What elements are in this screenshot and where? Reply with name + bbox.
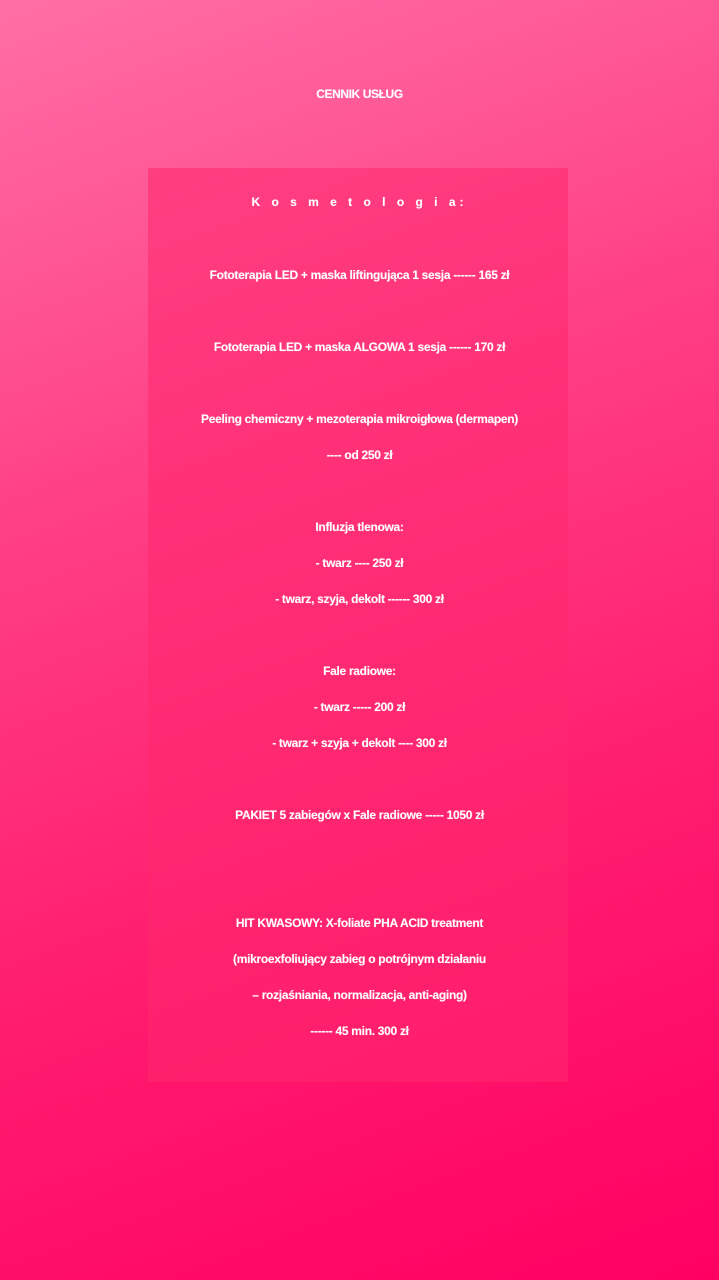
section-title: K o s m e t o l o g i a:	[251, 195, 468, 209]
price-line: - twarz, szyja, dekolt ------ 300 zł	[275, 592, 444, 606]
price-line: - twarz ----- 200 zł	[313, 700, 406, 714]
price-line: Peeling chemiczny + mezoterapia mikroigłowa (dermapen)	[201, 412, 518, 426]
service-heading: Influzja tlenowa:	[315, 520, 404, 534]
price-line: Fototerapia LED + maska liftingująca 1 sesja ------ 165 zł	[209, 268, 510, 282]
page-title: CENNIK USŁUG	[316, 87, 403, 101]
promo-description: – rozjaśniania, normalizacja, anti-aging)	[252, 988, 467, 1002]
package-line: PAKIET 5 zabiegów x Fale radiowe ----- 1050 zł	[235, 808, 484, 822]
price-line: Fototerapia LED + maska ALGOWA 1 sesja ------ 170 zł	[213, 340, 506, 354]
promo-price: ------ 45 min. 300 zł	[310, 1024, 409, 1038]
price-line: - twarz + szyja + dekolt ---- 300 zł	[272, 736, 447, 750]
service-heading: Fale radiowe:	[323, 664, 396, 678]
price-line: ---- od 250 zł	[326, 448, 393, 462]
promo-heading: HIT KWASOWY: X-foliate PHA ACID treatment	[235, 916, 484, 930]
price-line: - twarz ---- 250 zł	[315, 556, 404, 570]
promo-description: (mikroexfoliujący zabieg o potrójnym działaniu	[233, 952, 486, 966]
